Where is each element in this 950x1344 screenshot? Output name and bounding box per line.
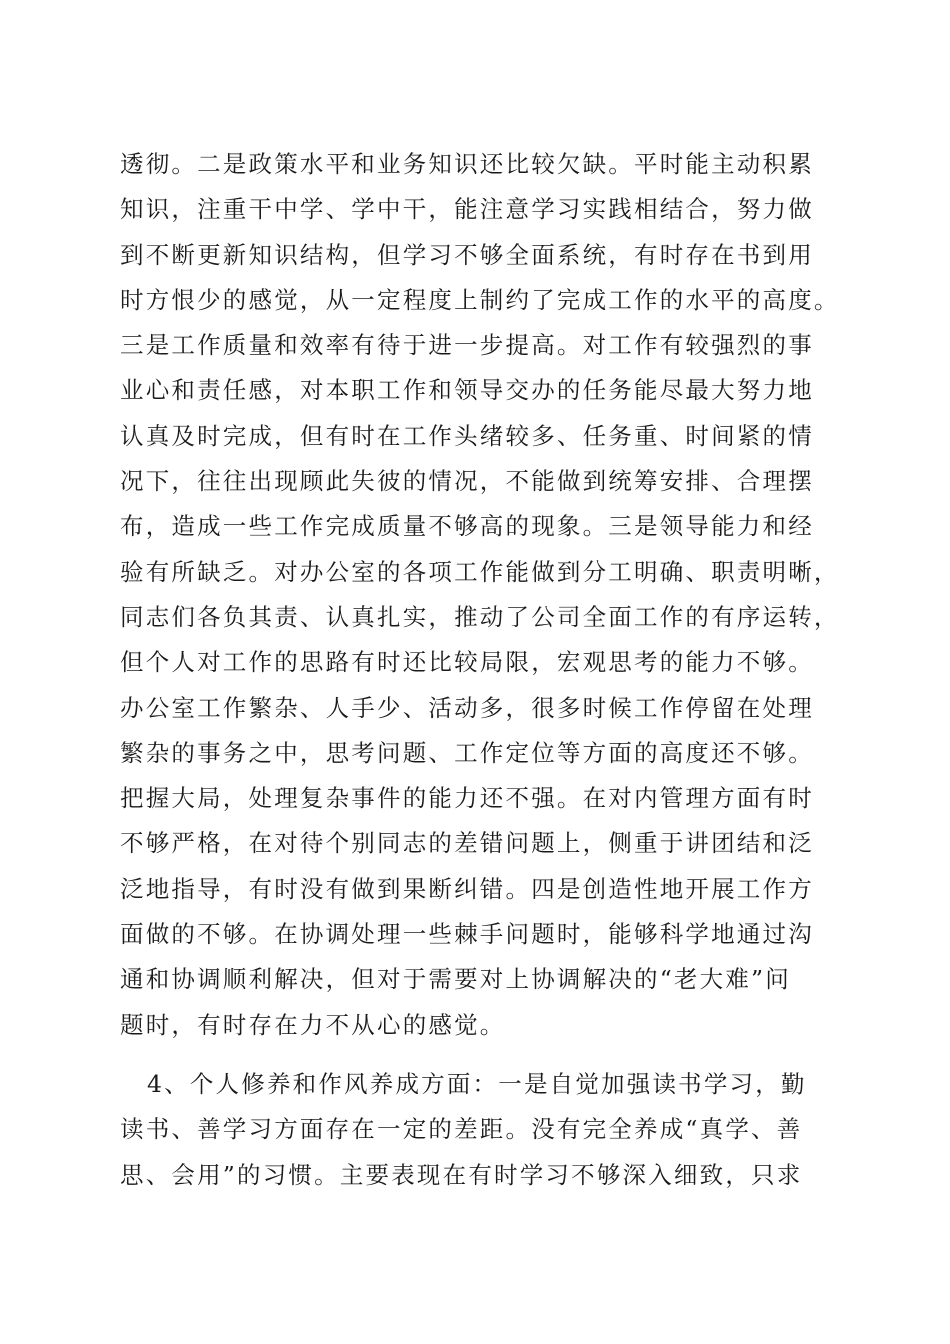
- text-line: 繁杂的事务之中，思考问题、工作定位等方面的高度还不够。: [120, 738, 814, 767]
- text-line: 办公室工作繁杂、人手少、活动多，很多时候工作停留在处理: [120, 693, 814, 722]
- text-line: 面做的不够。在协调处理一些棘手问题时，能够科学地通过沟: [120, 920, 814, 949]
- text-line: 同志们各负其责、认真扎实，推动了公司全面工作的有序运转，: [120, 602, 840, 631]
- text-line: 时方恨少的感觉，从一定程度上制约了完成工作的水平的高度。: [120, 285, 840, 314]
- text-line: 题时，有时存在力不从心的感觉。: [120, 1010, 506, 1039]
- text-line: 验有所缺乏。对办公室的各项工作能做到分工明确、职责明晰，: [120, 557, 840, 586]
- text-line: 泛地指导，有时没有做到果断纠错。四是创造性地开展工作方: [120, 874, 814, 903]
- paragraph-problems-continued: [120, 142, 840, 1048]
- text-line: 思、会用”的习惯。主要表现在有时学习不够深入细致，只求: [120, 1160, 803, 1189]
- text-line: 到不断更新知识结构，但学习不够全面系统，有时存在书到用: [120, 240, 814, 269]
- text-line: 读书、善学习方面存在一定的差距。没有完全养成“真学、善: [120, 1115, 803, 1144]
- text-line: 认真及时完成，但有时在工作头绪较多、任务重、时间紧的情: [120, 421, 814, 450]
- text-line: 不够严格，在对待个别同志的差错问题上，侧重于讲团结和泛: [120, 829, 814, 858]
- text-line: 通和协调顺利解决，但对于需要对上协调解决的“老大难”问: [120, 965, 791, 994]
- text-line: 透彻。二是政策水平和业务知识还比较欠缺。平时能主动积累: [120, 150, 814, 178]
- text-line: 知识，注重干中学、学中干，能注意学习实践相结合，努力做: [120, 195, 814, 224]
- text-line: 业心和责任感，对本职工作和领导交办的任务能尽最大努力地: [120, 376, 814, 405]
- paragraph-gap: [120, 1048, 832, 1062]
- document-body: [120, 142, 840, 1198]
- text-line: 况下，往往出现顾此失彼的情况，不能做到统筹安排、合理摆: [120, 467, 814, 496]
- text-line: 但个人对工作的思路有时还比较局限，宏观思考的能力不够。: [120, 648, 814, 677]
- text-line: 三是工作质量和效率有待于进一步提高。对工作有较强烈的事: [120, 331, 814, 360]
- text-line: 把握大局，处理复杂事件的能力还不强。在对内管理方面有时: [120, 784, 814, 813]
- paragraph-personal-cultivation: [120, 1062, 832, 1198]
- text-line: 布，造成一些工作完成质量不够高的现象。三是领导能力和经: [120, 512, 814, 541]
- text-line: 4、个人修养和作风养成方面：一是自觉加强读书学习，勤: [147, 1069, 807, 1098]
